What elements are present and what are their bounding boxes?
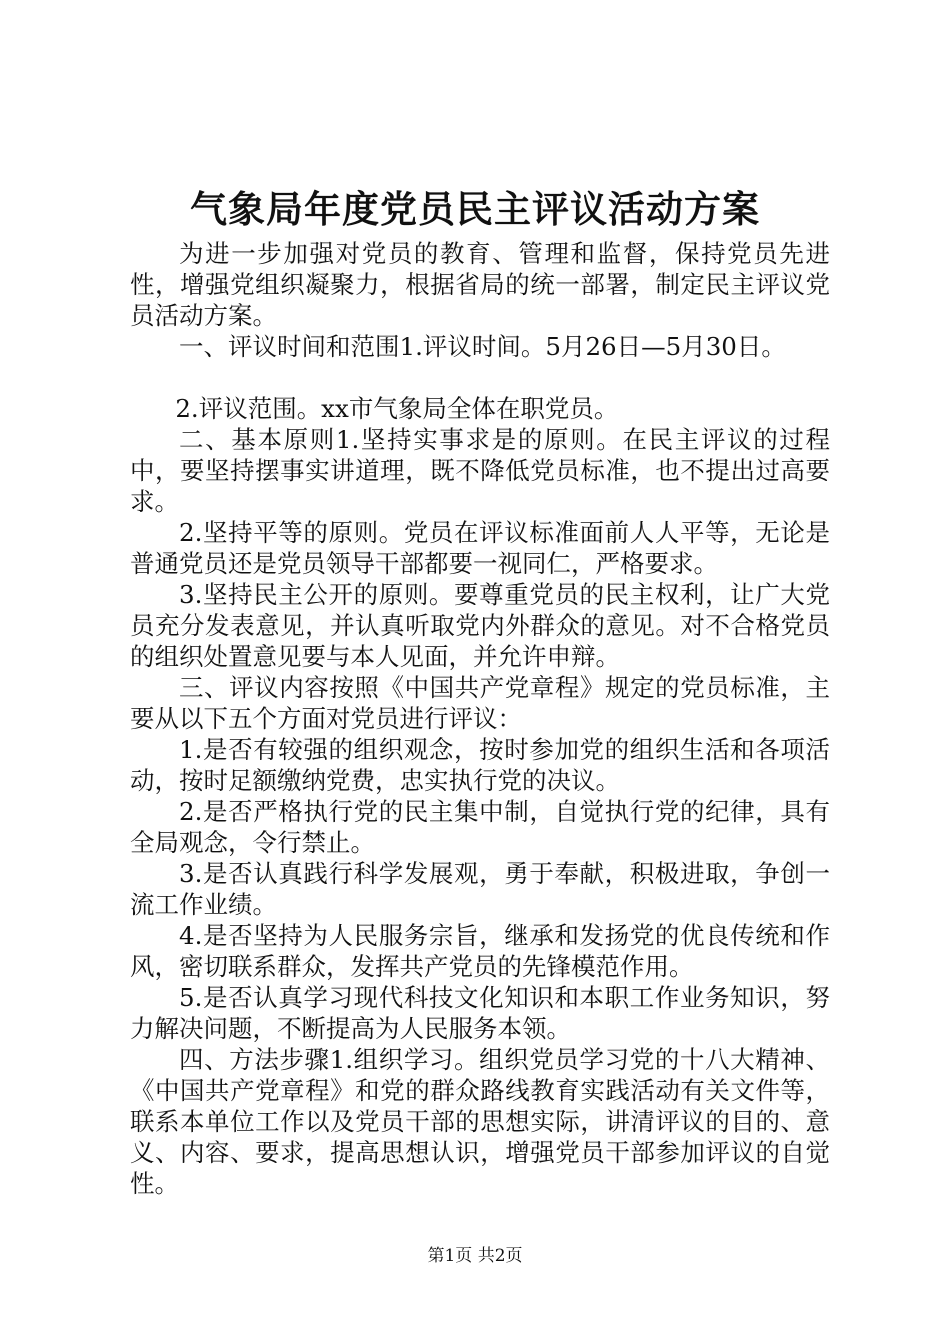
paragraph-section-4: 四、方法步骤1.组织学习。组织党员学习党的十八大精神、《中国共产党章程》和党的群众路线教育实践活动有关文件等，联系本单位工作以及党员干部的思想实际，讲清评议的目的、意义、内容、要求，提高思想认识，增强党员干部参加评议的自觉性。 bbox=[130, 1045, 830, 1198]
paragraph-section-2: 二、基本原则1.坚持实事求是的原则。在民主评议的过程中，要坚持摆事实讲道理，既不降低党员标准，也不提出过高要求。 bbox=[130, 425, 830, 516]
paragraph-section-1: 一、评议时间和范围1.评议时间。5月26日—5月30日。 bbox=[179, 332, 786, 361]
paragraph-item-1: 1.是否有较强的组织观念，按时参加党的组织生活和各项活动，按时足额缴纳党费，忠实执行党的决议。 bbox=[130, 735, 830, 795]
page-footer: 第1页 共2页 bbox=[427, 1246, 523, 1266]
paragraph-item-5: 5.是否认真学习现代科技文化知识和本职工作业务知识，努力解决问题，不断提高为人民服务本领。 bbox=[130, 983, 830, 1043]
paragraph-intro: 为进一步加强对党员的教育、管理和监督，保持党员先进性，增强党组织凝聚力，根据省局的统一部署，制定民主评议党员活动方案。 bbox=[130, 239, 830, 330]
paragraph-principle-3: 3.坚持民主公开的原则。要尊重党员的民主权利，让广大党员充分发表意见，并认真听取党内外群众的意见。对不合格党员的组织处置意见要与本人见面，并允许申辩。 bbox=[130, 580, 830, 671]
paragraph-item-2: 2.是否严格执行党的民主集中制，自觉执行党的纪律，具有全局观念，令行禁止。 bbox=[130, 797, 830, 857]
paragraph-scope: 2.评议范围。xx市气象局全体在职党员。 bbox=[175, 394, 619, 423]
paragraph-item-4: 4.是否坚持为人民服务宗旨，继承和发扬党的优良传统和作风，密切联系群众，发挥共产党员的先锋模范作用。 bbox=[130, 921, 830, 981]
paragraph-principle-2: 2.坚持平等的原则。党员在评议标准面前人人平等，无论是普通党员还是党员领导干部都要一视同仁，严格要求。 bbox=[130, 518, 830, 578]
document-title: 气象局年度党员民主评议活动方案 bbox=[190, 187, 760, 231]
paragraph-section-3: 三、评议内容按照《中国共产党章程》规定的党员标准，主要从以下五个方面对党员进行评议： bbox=[130, 673, 830, 733]
document-body bbox=[130, 238, 830, 1199]
paragraph-item-3: 3.是否认真践行科学发展观，勇于奉献，积极进取，争创一流工作业绩。 bbox=[130, 859, 830, 919]
